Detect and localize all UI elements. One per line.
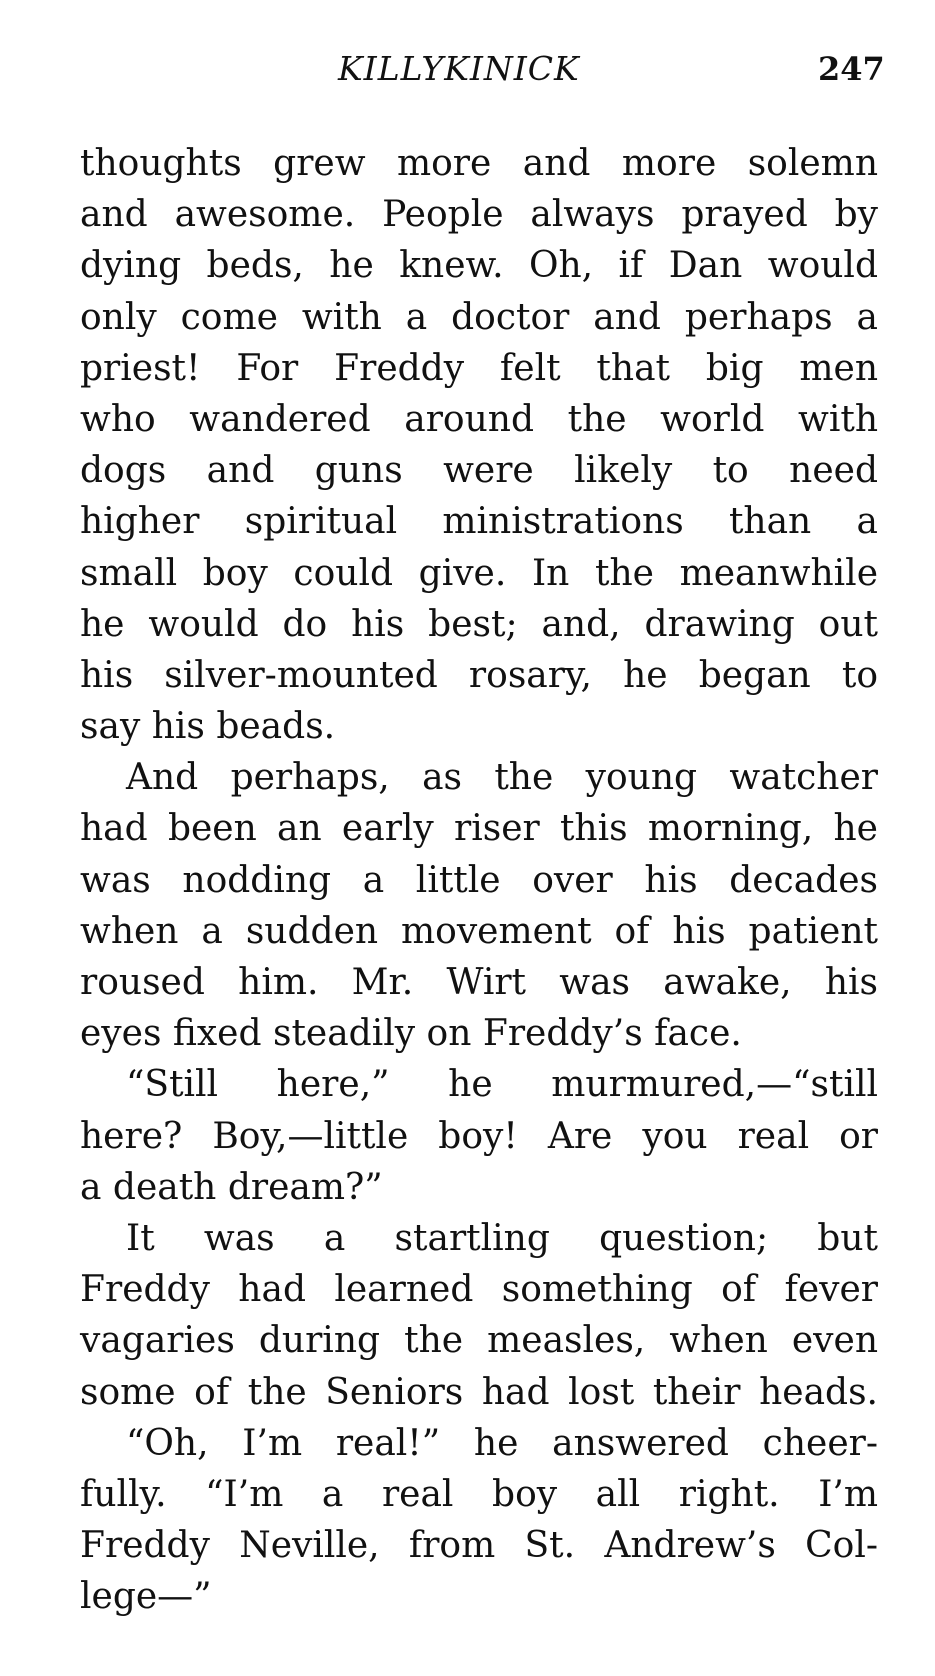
text-line: here? Boy,—little boy! Are you real or — [80, 1115, 878, 1157]
text-line: “Still here,” he murmured,—“still — [126, 1064, 878, 1106]
running-head — [0, 46, 935, 96]
text-line: It was a startling question; but — [126, 1217, 878, 1259]
text-line: only come with a doctor and perhaps a — [80, 296, 878, 338]
text-line: was nodding a little over his decades — [80, 859, 878, 901]
text-line: vagaries during the measles, when even — [80, 1320, 878, 1362]
text-line: priest! For Freddy felt that big men — [80, 347, 878, 389]
running-title: KILLYKINICK — [338, 49, 580, 88]
paragraph-5 — [80, 1418, 878, 1623]
text-line: some of the Seniors had lost their heads. — [80, 1371, 878, 1413]
text-line: Freddy Neville, from St. Andrew’s Col- — [80, 1525, 878, 1567]
text-line: fully. “I’m a real boy all right. I’m — [80, 1473, 878, 1515]
text-line: roused him. Mr. Wirt was awake, his — [80, 962, 878, 1003]
paragraph-2 — [80, 752, 878, 1059]
paragraph-1 — [80, 138, 878, 752]
text-line: small boy could give. In the meanwhile — [80, 552, 878, 594]
paragraph-4 — [80, 1213, 878, 1418]
page-number: 247 — [818, 50, 885, 88]
text-line: “Oh, I’m real!” he answered cheer- — [126, 1422, 878, 1464]
text-line: thoughts grew more and more solemn — [80, 143, 878, 184]
text-line: eyes fixed steadily on Freddy’s face. — [80, 1013, 742, 1055]
text-line: higher spiritual ministrations than a — [80, 501, 878, 543]
text-line: who wandered around the world with — [80, 398, 878, 440]
body-text — [80, 138, 878, 1622]
text-line: he would do his best; and, drawing out — [80, 603, 878, 645]
text-line: And perhaps, as the young watcher — [126, 757, 878, 799]
text-line: a death dream?” — [80, 1166, 383, 1208]
text-line: when a sudden movement of his patient — [80, 910, 878, 952]
text-line: and awesome. People always prayed by — [80, 194, 878, 236]
text-line: dying beds, he knew. Oh, if Dan would — [80, 245, 878, 287]
text-line: Freddy had learned something of fever — [80, 1269, 878, 1311]
text-line: lege—” — [80, 1576, 212, 1618]
text-line: say his beads. — [80, 706, 336, 748]
text-line: his silver-mounted rosary, he began to — [80, 654, 878, 696]
paragraph-3 — [80, 1059, 878, 1213]
text-line: dogs and guns were likely to need — [80, 450, 878, 492]
text-line: had been an early riser this morning, he — [80, 808, 878, 850]
